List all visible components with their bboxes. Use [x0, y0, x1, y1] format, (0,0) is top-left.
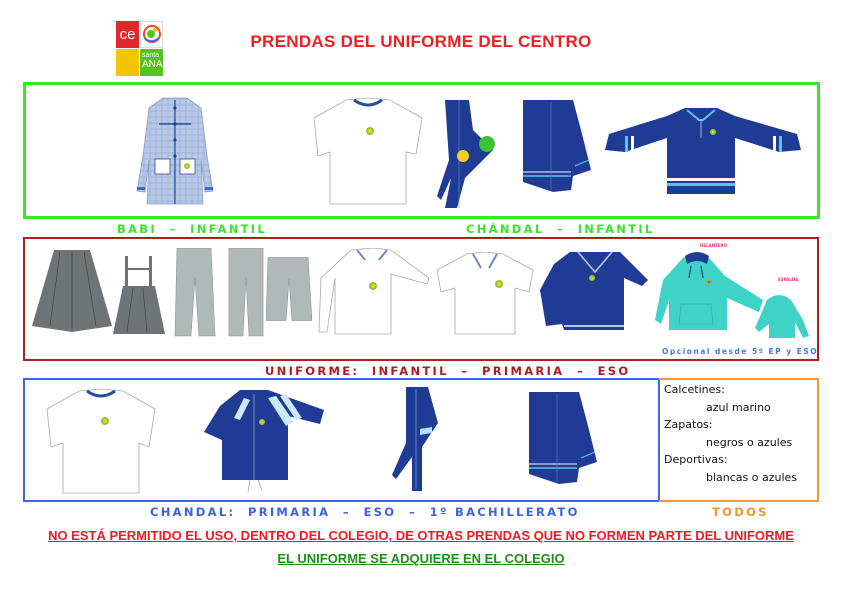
hoodie-back-label: ESPALDA: [778, 277, 799, 282]
polo-sweatshirt-icon: [605, 106, 805, 196]
logo-ana: ANA: [142, 59, 163, 70]
note-key: Zapatos:: [664, 418, 713, 431]
page-title: PRENDAS DEL UNIFORME DEL CENTRO: [250, 32, 592, 51]
shorts-icon: [527, 392, 599, 484]
pinafore-icon: [113, 256, 165, 336]
babi-infantil-label: BABI – INFANTIL: [117, 222, 267, 236]
smock-icon: [135, 96, 215, 206]
logo-santa-ana: [140, 49, 163, 76]
polo-short-icon: [435, 252, 535, 336]
warning-text: NO ESTÁ PERMITIDO EL USO, DENTRO DEL COLEGIO, DE OTRAS PRENDAS QUE NO FORMEN PARTE DEL UNIFORME: [48, 528, 794, 543]
todos-label: TODOS: [712, 505, 769, 519]
chandal-primaria-label: CHANDAL: PRIMARIA – ESO – 1º BACHILLERATO: [150, 505, 580, 519]
note-value: blancas o azules: [706, 470, 798, 484]
trousers-icon: [173, 248, 217, 338]
hoodie-front-label: DELANTERO: [700, 243, 727, 248]
logo-ce: ce: [116, 21, 139, 48]
purchase-note: EL UNIFORME SE ADQUIERE EN EL COLEGIO: [277, 551, 565, 566]
trousers-icon: [392, 387, 444, 491]
shorts-icon: [521, 100, 593, 192]
hoodie-icon: [655, 240, 815, 340]
note-value: negros o azules: [706, 435, 793, 449]
tshirt-icon: [312, 96, 424, 206]
skirt-icon: [32, 250, 112, 332]
polo-long-icon: [317, 248, 429, 336]
trousers-icon: [227, 248, 265, 338]
note-key: Calcetines:: [664, 383, 725, 396]
note-value: azul marino: [706, 400, 771, 414]
jacket-icon: [204, 388, 324, 492]
logo-yellow-block: [116, 49, 139, 76]
logo-santa: santa: [142, 52, 160, 59]
sweater-icon: [540, 250, 650, 332]
shorts-icon: [266, 257, 312, 321]
trousers-icon: [437, 100, 497, 210]
tshirt-icon: [45, 387, 157, 495]
uniforme-label: UNIFORME: INFANTIL – PRIMARIA – ESO: [265, 364, 631, 378]
todos-notes: [664, 381, 797, 486]
chandal-infantil-label: CHÁNDAL – INFANTIL: [466, 222, 655, 236]
note-key: Deportivas:: [664, 453, 728, 466]
hoodie-optional-note: Opcional desde 5º EP y ESO: [662, 347, 819, 356]
